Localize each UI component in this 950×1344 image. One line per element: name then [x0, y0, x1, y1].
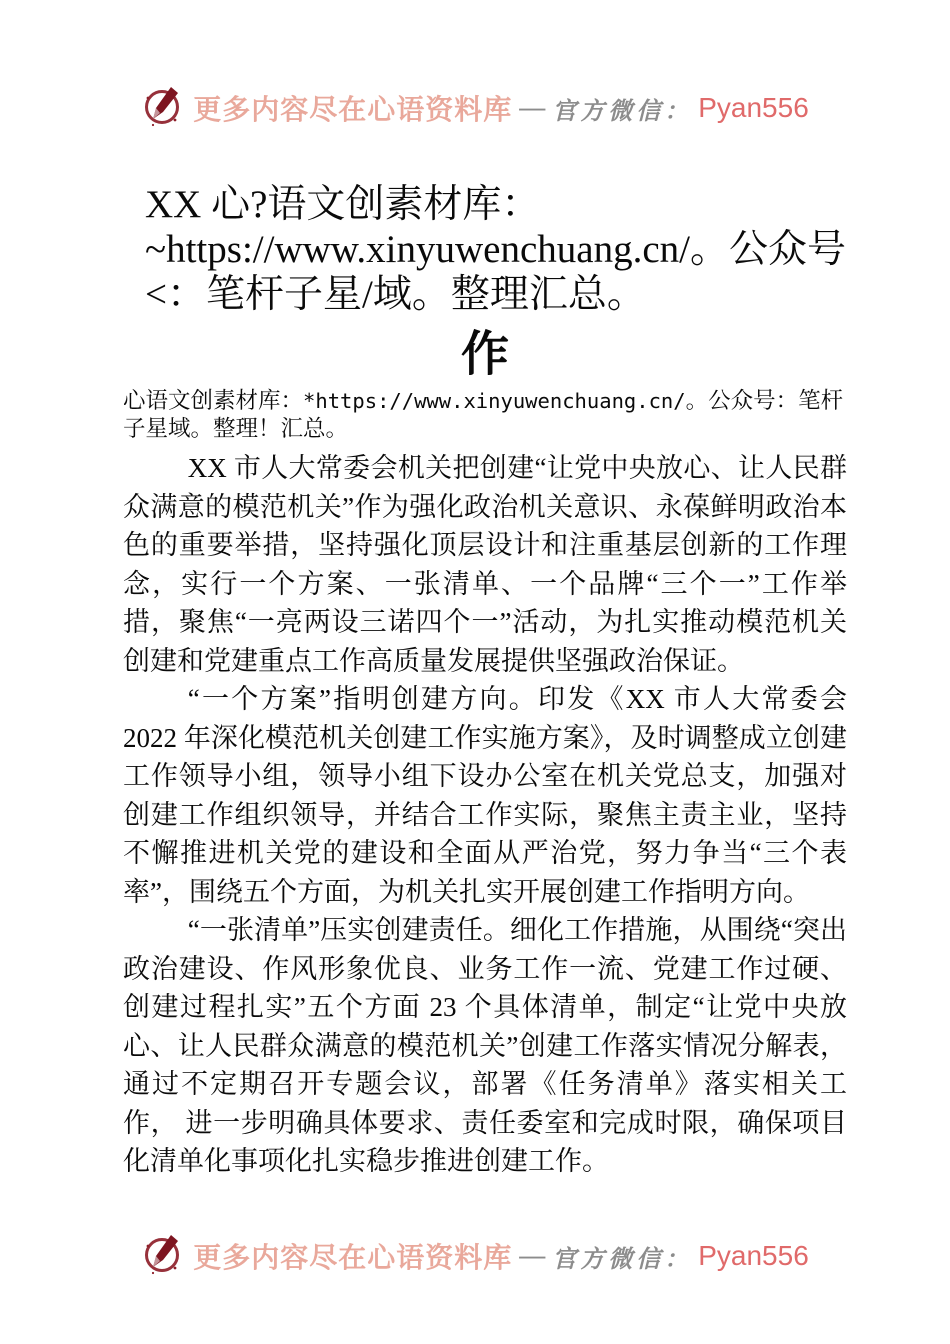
watermark-brand-text: 更多内容尽在心语资料库 [193, 1243, 513, 1274]
pen-in-circle-icon [141, 1232, 185, 1280]
source-note-suffix: 。公众号：笔杆子星域。整理！汇总。 [123, 388, 844, 441]
watermark-wechat-id: Pyan556 [698, 1240, 809, 1271]
source-note-url: *https://www.xinyuwenchuang.cn/ [303, 389, 686, 413]
footer-watermark [0, 1232, 950, 1280]
body-paragraph: “一张清单”压实创建责任。细化工作措施，从围绕“突出政治建设、作风形象优良、业务工作一流、党建工作过硬、创建过程扎实”五个方面 23 个具体清单，制定“让党中央放心、让人民群众满意的模范机关”创建工作落实情况分解表， 通过不定期召开专题会议，部署《任务清单》落实相关工作， 进一步明确具体要求、责任委室和完成时限，确保项目化清单化事项化扎实稳步推进创建工作。 [123, 915, 847, 1176]
watermark-wechat-id: Pyan556 [698, 92, 809, 123]
source-note-prefix: 心语文创素材库： [123, 388, 304, 413]
header-watermark [0, 84, 950, 132]
section-marker: 作 [460, 328, 509, 381]
watermark-separator: — [519, 93, 546, 122]
source-note [123, 387, 847, 443]
body-paragraph: XX 市人大常委会机关把创建“让党中央放心、让人民群众满意的模范机关”作为强化政治机关意识、永葆鲜明政治本色的重要举措，坚持强化顶层设计和注重基层创新的工作理念，实行一个方案、一张清单、一个品牌“三个一”工作举措，聚焦“一亮两设三诺四个一”活动，为扎实推动模范机关创建和党建重点工作高质量发展提供坚强政治保证。 [123, 453, 847, 676]
watermark-channel-label: 官方微信： [552, 98, 693, 125]
watermark-channel-label: 官方微信： [552, 1246, 693, 1273]
pen-in-circle-icon [141, 84, 185, 132]
watermark-brand-text: 更多内容尽在心语资料库 [193, 95, 513, 126]
watermark-separator: — [519, 1241, 546, 1270]
body-paragraph: “一个方案”指明创建方向。印发《XX 市人大常委会2022 年深化模范机关创建工作实施方案》，及时调整成立创建工作领导小组，领导小组下设办公室在机关党总支，加强对创建工作组织领导，并结合工作实际，聚焦主责主业，坚持不懈推进机关党的建设和全面从严治党，努力争当“三个表率”，围绕五个方面，为机关扎实开展创建工作指明方向。 [123, 684, 847, 907]
document-content [123, 182, 847, 1181]
document-heading: XX 心?语文创素材库：~https://www.xinyuwenchuang.cn/。公众号<：笔杆子星/域。整理汇总。 [145, 183, 846, 316]
body-text [123, 449, 847, 1181]
